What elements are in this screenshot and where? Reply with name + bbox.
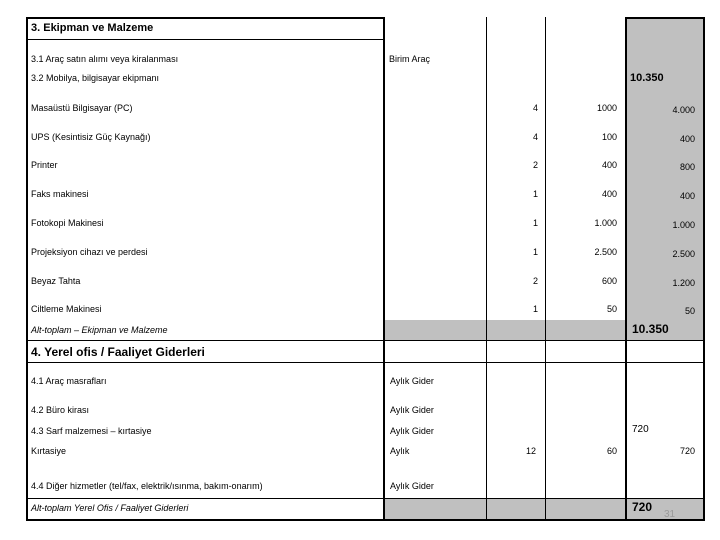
rule-col-unit xyxy=(383,17,385,520)
rule-above-section4 xyxy=(26,340,705,341)
equipment-row-label: Faks makinesi xyxy=(31,189,89,199)
item-4-2-unit: Aylık Gider xyxy=(390,405,434,415)
equipment-row-qty: 1 xyxy=(532,304,538,314)
equipment-row-price: 400 xyxy=(601,189,617,199)
page-number: 31 xyxy=(664,509,676,520)
equipment-row-qty: 1 xyxy=(532,189,538,199)
item-4-3-label: 4.3 Sarf malzemesi – kırtasiye xyxy=(31,426,152,436)
equipment-row-total: 1.200 xyxy=(672,278,695,288)
equipment-row-price: 1000 xyxy=(596,103,617,113)
equipment-row-total: 4.000 xyxy=(672,105,695,115)
rule-top-right xyxy=(626,17,704,19)
equipment-row-qty: 4 xyxy=(532,103,538,113)
equipment-row-total: 400 xyxy=(679,134,695,144)
kirtasiye-price: 60 xyxy=(606,446,617,456)
kirtasiye-total: 720 xyxy=(679,446,695,456)
equipment-row-total: 400 xyxy=(679,191,695,201)
equipment-row-total: 1.000 xyxy=(672,220,695,230)
item-4-2-label: 4.2 Büro kirası xyxy=(31,405,90,415)
item-4-4-unit: Aylık Gider xyxy=(390,481,434,491)
equipment-row-total: 50 xyxy=(684,306,695,316)
rule-col-total xyxy=(625,17,627,520)
rule-under-title4 xyxy=(26,362,705,363)
equipment-row-label: Printer xyxy=(31,160,58,170)
grey-fill-total-col xyxy=(626,18,704,338)
rule-above-subtotal4 xyxy=(26,498,705,499)
rule-col-right xyxy=(703,17,705,520)
equipment-row-label: Beyaz Tahta xyxy=(31,276,81,286)
section-3-title: 3. Ekipman ve Malzeme xyxy=(31,22,154,34)
item-3-2-total: 10.350 xyxy=(630,72,664,84)
equipment-row-total: 2.500 xyxy=(672,249,695,259)
item-4-3-unit: Aylık Gider xyxy=(390,426,434,436)
equipment-row-total: 800 xyxy=(679,162,695,172)
rule-top-left xyxy=(26,17,384,19)
equipment-row-label: Projeksiyon cihazı ve perdesi xyxy=(31,247,148,257)
equipment-row-qty: 4 xyxy=(532,132,538,142)
item-4-1-label: 4.1 Araç masrafları xyxy=(31,376,107,386)
item-3-1-unit: Birim Araç xyxy=(389,54,431,64)
equipment-row-label: Masaüstü Bilgisayar (PC) xyxy=(31,103,133,113)
rule-under-title3 xyxy=(26,39,384,40)
equipment-row-label: Fotokopi Makinesi xyxy=(31,218,104,228)
equipment-row-qty: 2 xyxy=(532,160,538,170)
rule-bottom xyxy=(26,519,705,521)
equipment-row-qty: 1 xyxy=(532,218,538,228)
item-4-4-label: 4.4 Diğer hizmetler (tel/fax, elektrik/ısınma, bakım-onarım) xyxy=(31,481,263,491)
subtotal-4-label: Alt-toplam Yerel Ofis / Faaliyet Giderleri xyxy=(31,503,189,513)
subtotal-3-value: 10.350 xyxy=(632,322,669,336)
rule-col-qty xyxy=(486,17,487,520)
equipment-row-price: 2.500 xyxy=(594,247,617,257)
kirtasiye-unit: Aylık xyxy=(390,446,410,456)
kirtasiye-qty: 12 xyxy=(525,446,536,456)
rule-col-left xyxy=(26,17,28,520)
rule-col-price xyxy=(545,17,546,520)
section-4-title: 4. Yerel ofis / Faaliyet Giderleri xyxy=(31,345,205,359)
item-4-1-unit: Aylık Gider xyxy=(390,376,434,386)
item-3-2-label: 3.2 Mobilya, bilgisayar ekipmanı xyxy=(31,73,160,83)
subtotal-3-label: Alt-toplam – Ekipman ve Malzeme xyxy=(31,325,168,335)
subtotal-4-value: 720 xyxy=(632,500,653,514)
equipment-row-price: 400 xyxy=(601,160,617,170)
equipment-row-price: 100 xyxy=(601,132,617,142)
equipment-row-price: 600 xyxy=(601,276,617,286)
equipment-row-qty: 1 xyxy=(532,247,538,257)
equipment-row-label: UPS (Kesintisiz Güç Kaynağı) xyxy=(31,132,151,142)
item-4-3-total: 720 xyxy=(632,424,649,435)
item-3-1-label: 3.1 Araç satın alımı veya kiralanması xyxy=(31,54,179,64)
equipment-row-price: 50 xyxy=(606,304,617,314)
equipment-row-label: Ciltleme Makinesi xyxy=(31,304,102,314)
kirtasiye-label: Kırtasiye xyxy=(31,446,67,456)
equipment-row-qty: 2 xyxy=(532,276,538,286)
equipment-row-price: 1.000 xyxy=(594,218,617,228)
